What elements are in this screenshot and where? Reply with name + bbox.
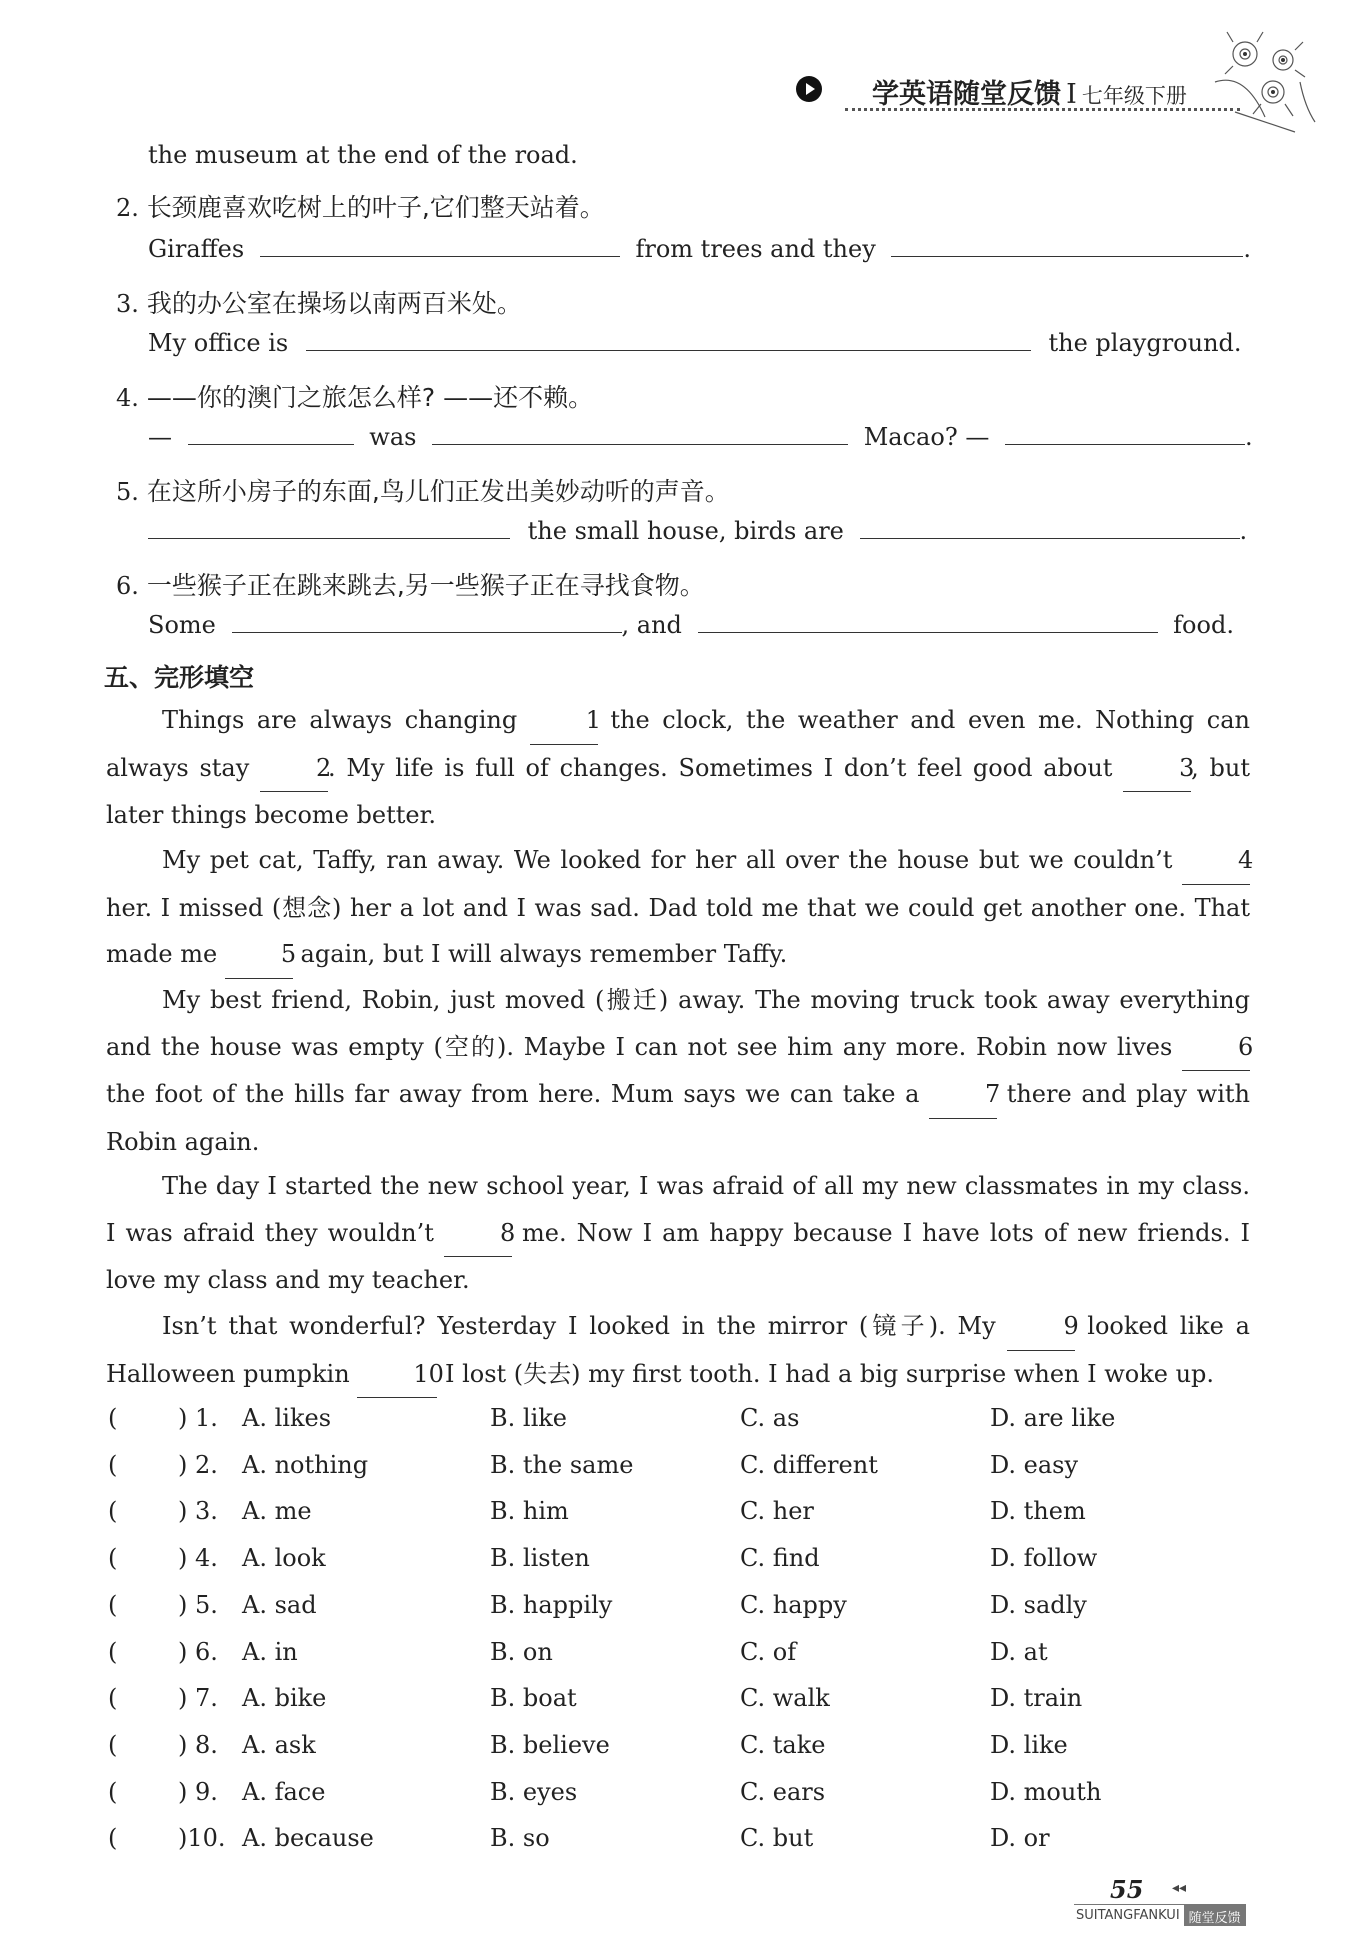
cloze-paragraph-5 <box>106 1303 1250 1398</box>
cloze-blank-7[interactable]: 7 <box>929 1071 997 1119</box>
item-number: 3. <box>116 290 139 318</box>
play-icon <box>796 76 822 102</box>
cloze-blank-6[interactable]: 6 <box>1182 1024 1250 1072</box>
item-4-prompt <box>116 378 593 414</box>
answer-paren[interactable]: ( <box>108 1590 118 1619</box>
answer-paren[interactable]: ( <box>108 1824 118 1853</box>
food-text: food. <box>1173 611 1234 639</box>
option-d[interactable]: D. train <box>990 1684 1083 1713</box>
paragraph-text: the clock, the weather and even me. Nothing can always stay <box>106 706 1250 782</box>
end-punct: . <box>1239 517 1248 545</box>
some-text: Some <box>148 611 216 639</box>
option-b[interactable]: B. on <box>490 1637 553 1666</box>
answer-paren[interactable]: ( <box>108 1730 118 1759</box>
question-number: ) 2. <box>178 1450 218 1479</box>
option-a[interactable]: A. nothing <box>242 1450 369 1479</box>
item-chinese: 长颈鹿喜欢吃树上的叶子,它们整天站着。 <box>146 193 605 222</box>
prefix-text: Giraffes <box>148 235 245 263</box>
question-number: ) 5. <box>178 1590 218 1619</box>
footer-brand-en: SUITANGFANKUI <box>1074 1904 1184 1926</box>
answer-blank[interactable] <box>891 236 1243 257</box>
item-5-prompt <box>116 472 730 508</box>
answer-blank[interactable] <box>860 518 1240 539</box>
option-a[interactable]: A. look <box>242 1544 326 1573</box>
answer-blank[interactable] <box>432 424 848 445</box>
option-b[interactable]: B. him <box>490 1497 569 1526</box>
item-6-answer-line <box>148 612 1234 637</box>
paragraph-text: me. Now I am happy because I have lots of new friends. I love my class and my teacher. <box>106 1218 1250 1294</box>
section-title: 五、完形填空 <box>104 663 255 692</box>
paragraph-text: Things are always changing <box>162 706 518 734</box>
option-b[interactable]: B. believe <box>490 1730 610 1759</box>
paragraph-text: The day I started the new school year, I was afraid of all my new classmates in my class. I was afraid they wouldn’t <box>106 1172 1250 1247</box>
question-number: ) 3. <box>178 1497 218 1526</box>
option-b[interactable]: B. like <box>490 1404 567 1432</box>
option-b[interactable]: B. happily <box>490 1590 613 1619</box>
option-a[interactable]: A. ask <box>242 1730 316 1759</box>
and-text: , and <box>621 611 682 639</box>
option-c[interactable]: C. ears <box>740 1777 826 1806</box>
footer-brand-cn: 随堂反馈 <box>1184 1904 1246 1926</box>
answer-blank[interactable] <box>260 236 620 257</box>
item-number: 6. <box>116 572 139 600</box>
cloze-blank-3[interactable]: 3 <box>1123 745 1191 793</box>
option-d[interactable]: D. are like <box>990 1404 1116 1432</box>
question-number: ) 6. <box>178 1637 218 1666</box>
paragraph-text: looked like a Halloween pumpkin <box>106 1312 1250 1388</box>
end-punct: . <box>1244 423 1253 451</box>
header-divider: I <box>1066 79 1077 110</box>
option-a[interactable]: A. bike <box>242 1684 327 1713</box>
option-b[interactable]: B. listen <box>490 1544 590 1573</box>
option-d[interactable]: D. at <box>990 1637 1048 1666</box>
item-5-answer-line <box>148 518 1247 543</box>
item-chinese: 我的办公室在操场以南两百米处。 <box>146 289 522 318</box>
cloze-blank-9[interactable]: 9 <box>1007 1303 1075 1351</box>
header-divider-dots <box>845 108 1240 111</box>
option-a[interactable]: A. because <box>242 1824 374 1853</box>
option-c[interactable]: C. walk <box>740 1684 830 1713</box>
item-6-prompt <box>116 566 705 602</box>
answer-paren[interactable]: ( <box>108 1544 118 1573</box>
cloze-paragraph-2 <box>106 837 1254 979</box>
option-d[interactable]: D. or <box>990 1824 1050 1853</box>
answer-paren[interactable]: ( <box>108 1637 118 1666</box>
option-a[interactable]: A. sad <box>242 1590 317 1619</box>
option-d[interactable]: D. mouth <box>990 1777 1102 1806</box>
question-number: )10. <box>178 1824 226 1853</box>
question-number: ) 4. <box>178 1544 218 1573</box>
paragraph-text: I lost (失去) my first tooth. I had a big surprise when I woke up. <box>444 1359 1215 1388</box>
cloze-paragraph-1 <box>106 697 1250 839</box>
middle-text: from trees and they <box>635 235 876 263</box>
option-c[interactable]: C. different <box>740 1450 878 1479</box>
item-number: 4. <box>116 384 139 412</box>
answer-blank[interactable] <box>148 518 510 539</box>
paragraph-text: there and play with Robin again. <box>106 1080 1250 1156</box>
carry-line: the museum at the end of the road. <box>148 141 578 169</box>
paragraph-text: . My life is full of changes. Sometimes I don’t feel good about <box>328 753 1113 782</box>
cloze-paragraph-3 <box>106 977 1254 1165</box>
prefix-text: My office is <box>148 329 289 357</box>
page-arrows-icon: ◂◂ <box>1172 1880 1187 1896</box>
item-number: 2. <box>116 194 139 222</box>
end-punct: . <box>1243 235 1252 263</box>
item-chinese: 在这所小房子的东面,鸟儿们正发出美妙动听的声音。 <box>146 477 730 506</box>
header-title: 学英语随堂反馈 <box>872 79 1061 110</box>
answer-blank[interactable] <box>188 424 354 445</box>
question-number: ) 8. <box>178 1730 218 1759</box>
option-b[interactable]: B. the same <box>490 1450 634 1479</box>
cloze-blank-8[interactable]: 8 <box>444 1210 512 1258</box>
option-c[interactable]: C. find <box>740 1544 820 1573</box>
option-b[interactable]: B. eyes <box>490 1777 578 1806</box>
answer-blank[interactable] <box>232 612 622 633</box>
option-d[interactable]: D. them <box>990 1497 1086 1526</box>
item-chinese: 一些猴子正在跳来跳去,另一些猴子正在寻找食物。 <box>146 571 705 600</box>
item-3-answer-line <box>148 330 1242 355</box>
cloze-blank-1[interactable]: 1 <box>530 697 598 745</box>
option-c[interactable]: C. of <box>740 1637 797 1666</box>
paragraph-text: , but later things become better. <box>106 753 1250 829</box>
question-number: ) 1. <box>178 1404 218 1432</box>
option-a[interactable]: A. likes <box>242 1404 332 1432</box>
suffix-text: the playground. <box>1048 329 1242 357</box>
option-c[interactable]: C. as <box>740 1404 800 1432</box>
answer-paren[interactable]: ( <box>108 1404 118 1432</box>
page-number: 55 <box>1110 1875 1144 1904</box>
option-b[interactable]: B. so <box>490 1824 550 1853</box>
answer-paren[interactable]: ( <box>108 1450 118 1479</box>
answer-paren[interactable]: ( <box>108 1684 118 1713</box>
item-3-prompt <box>116 284 522 320</box>
option-c[interactable]: C. take <box>740 1730 826 1759</box>
option-d[interactable]: D. follow <box>990 1544 1098 1573</box>
paragraph-text: the foot of the hills far away from here. Mum says we can take a <box>106 1080 920 1108</box>
option-c[interactable]: C. but <box>740 1824 814 1853</box>
paragraph-text: her. I missed (想念) her a lot and I was sad. Dad told me that we could get another one. That made me <box>106 893 1250 968</box>
item-chinese: ——你的澳门之旅怎么样? ——还不赖。 <box>146 383 594 412</box>
answer-blank[interactable] <box>698 612 1158 633</box>
was-text: was <box>369 423 417 451</box>
cloze-paragraph-4 <box>106 1163 1250 1304</box>
answer-paren[interactable]: ( <box>108 1777 118 1806</box>
item-number: 5. <box>116 478 139 506</box>
option-b[interactable]: B. boat <box>490 1684 577 1713</box>
answer-blank[interactable] <box>1005 424 1245 445</box>
option-d[interactable]: D. like <box>990 1730 1068 1759</box>
question-number: ) 7. <box>178 1684 218 1713</box>
option-a[interactable]: A. face <box>242 1777 326 1806</box>
item-4-answer-line <box>148 424 1253 449</box>
answer-paren[interactable]: ( <box>108 1497 118 1526</box>
macao-text: Macao? — <box>863 423 990 451</box>
middle-text: the small house, birds are <box>527 517 844 545</box>
answer-blank[interactable] <box>306 330 1031 351</box>
cloze-blank-10[interactable]: 10 <box>357 1351 437 1399</box>
cloze-blank-4[interactable]: 4 <box>1182 837 1250 885</box>
header-grade: 七年级下册 <box>1081 84 1187 108</box>
dash-text: — <box>148 423 172 451</box>
option-a[interactable]: A. me <box>242 1497 312 1526</box>
option-c[interactable]: C. happy <box>740 1590 847 1619</box>
item-2-answer-line <box>148 236 1251 261</box>
question-number: ) 9. <box>178 1777 218 1806</box>
paragraph-text: Isn’t that wonderful? Yesterday I looked in the mirror (镜子). My <box>162 1312 996 1340</box>
cloze-blank-2[interactable]: 2 <box>260 745 328 793</box>
paragraph-text: again, but I will always remember Taffy. <box>300 940 788 968</box>
header-title-group <box>872 72 1187 111</box>
option-a[interactable]: A. in <box>242 1637 298 1666</box>
paragraph-text: My pet cat, Taffy, ran away. We looked for her all over the house but we couldn’t <box>162 846 1173 874</box>
paragraph-text: My best friend, Robin, just moved (搬迁) away. The moving truck took away everything and the house was empty (空的). Maybe I can not see him any more. Robin now lives <box>106 986 1250 1061</box>
option-d[interactable]: D. easy <box>990 1450 1079 1479</box>
footer-brand <box>1074 1904 1246 1926</box>
option-c[interactable]: C. her <box>740 1497 814 1526</box>
item-2-prompt <box>116 188 605 224</box>
cloze-blank-5[interactable]: 5 <box>225 931 293 979</box>
sunflower-decoration <box>1205 22 1325 142</box>
option-d[interactable]: D. sadly <box>990 1590 1087 1619</box>
